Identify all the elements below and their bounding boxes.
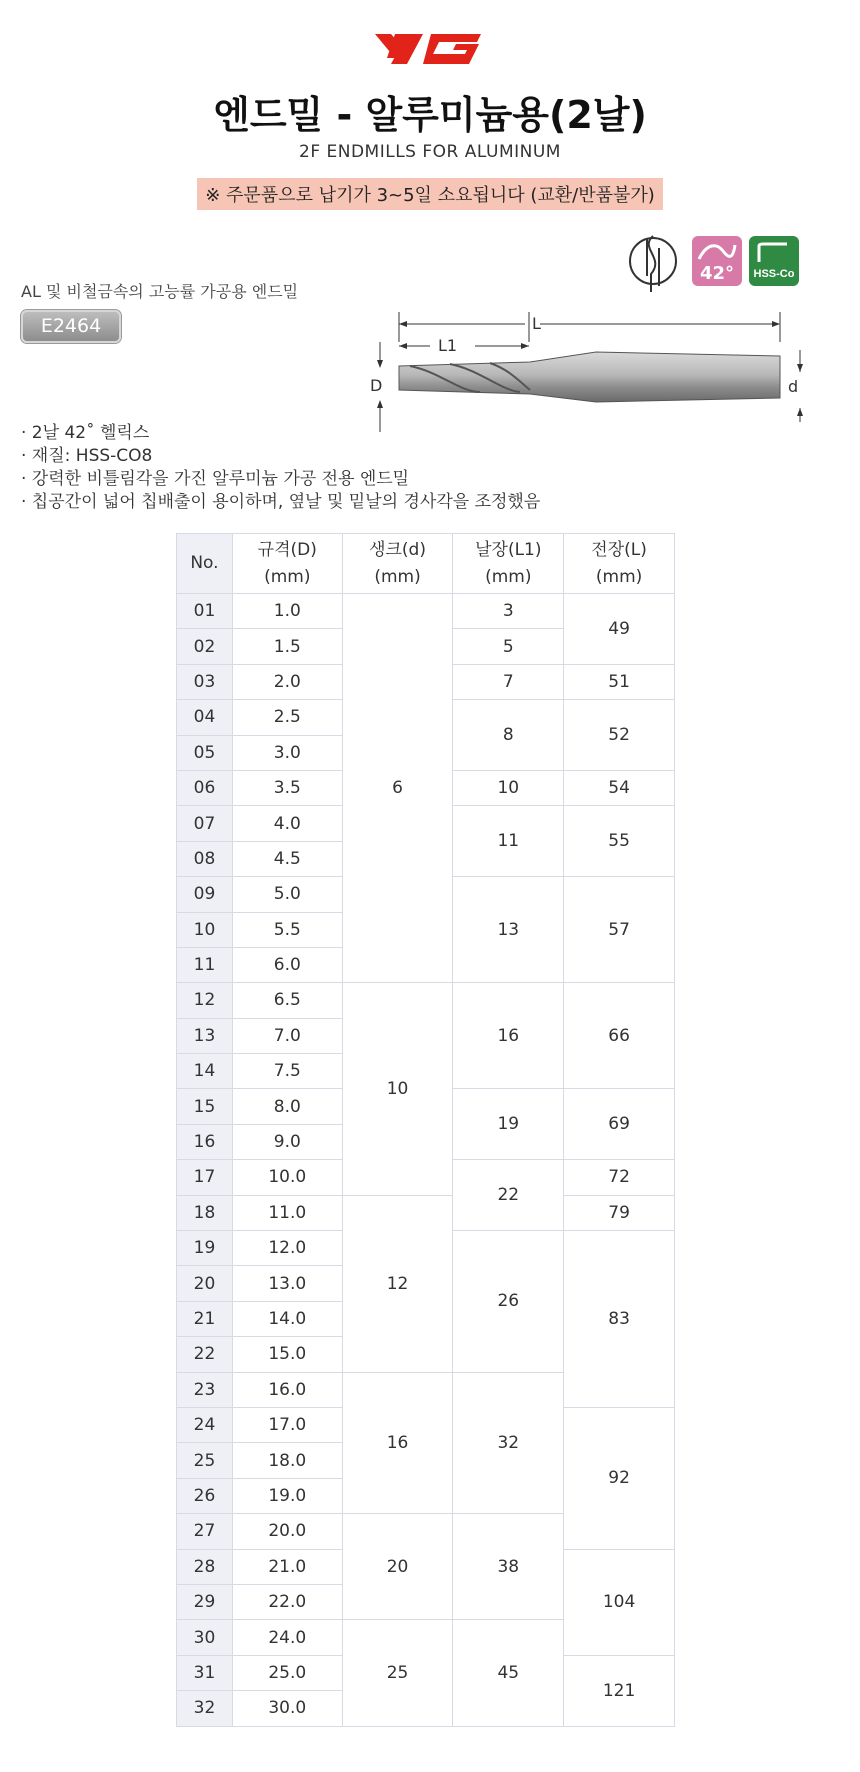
- flute-length-cell: 38: [453, 1514, 564, 1620]
- flute-length-cell: 45: [453, 1620, 564, 1726]
- diameter-cell: 7.0: [232, 1018, 342, 1053]
- shank-label: d: [788, 377, 799, 396]
- row-number: 02: [177, 629, 233, 664]
- flute-length-cell: 11: [453, 806, 564, 877]
- total-length-cell: 55: [564, 806, 675, 877]
- feature-item: · 재질: HSS-CO8: [21, 446, 153, 466]
- row-number: 18: [177, 1195, 233, 1230]
- length-label: L: [532, 314, 541, 333]
- product-code-badge: E2464: [21, 310, 121, 343]
- notice-wrapper: [0, 178, 860, 210]
- shank-cell: 20: [342, 1514, 453, 1620]
- row-number: 14: [177, 1054, 233, 1089]
- row-number: 17: [177, 1160, 233, 1195]
- diameter-cell: 6.5: [232, 983, 342, 1018]
- flute-length-cell: 32: [453, 1372, 564, 1514]
- row-number: 29: [177, 1584, 233, 1619]
- diameter-cell: 18.0: [232, 1443, 342, 1478]
- row-number: 31: [177, 1655, 233, 1690]
- row-number: 22: [177, 1337, 233, 1372]
- row-number: 23: [177, 1372, 233, 1407]
- shank-cell: 6: [342, 594, 453, 983]
- row-number: 08: [177, 841, 233, 876]
- diameter-cell: 4.0: [232, 806, 342, 841]
- diameter-cell: 3.0: [232, 735, 342, 770]
- row-number: 01: [177, 594, 233, 629]
- diameter-cell: 2.5: [232, 700, 342, 735]
- diameter-cell: 8.0: [232, 1089, 342, 1124]
- flute-length-cell: 10: [453, 770, 564, 805]
- row-number: 07: [177, 806, 233, 841]
- diameter-cell: 25.0: [232, 1655, 342, 1690]
- table-row: [177, 1195, 675, 1230]
- page-title: 엔드밀 - 알루미늄용(2날): [213, 93, 647, 137]
- total-length-cell: 54: [564, 770, 675, 805]
- table-row: [177, 594, 675, 629]
- header-flute-length: 날장(L1) (mm): [453, 534, 564, 594]
- row-number: 05: [177, 735, 233, 770]
- header-total-length: 전장(L) (mm): [564, 534, 675, 594]
- row-number: 13: [177, 1018, 233, 1053]
- header-shank: 생크(d) (mm): [342, 534, 453, 594]
- total-length-cell: 52: [564, 700, 675, 771]
- flute-length-cell: 5: [453, 629, 564, 664]
- diameter-cell: 22.0: [232, 1584, 342, 1619]
- shank-cell: 25: [342, 1620, 453, 1726]
- row-number: 20: [177, 1266, 233, 1301]
- endmill-flute-icon: [625, 228, 683, 294]
- diameter-cell: 4.5: [232, 841, 342, 876]
- diameter-cell: 6.0: [232, 947, 342, 982]
- feature-list: [21, 422, 540, 514]
- diameter-cell: 21.0: [232, 1549, 342, 1584]
- hss-co-icon: [749, 236, 799, 286]
- row-number: 15: [177, 1089, 233, 1124]
- row-number: 03: [177, 664, 233, 699]
- diameter-cell: 20.0: [232, 1514, 342, 1549]
- order-notice: ※ 주문품으로 납기가 3~5일 소요됩니다 (교환/반품불가): [197, 178, 663, 210]
- diameter-cell: 10.0: [232, 1160, 342, 1195]
- total-length-cell: 51: [564, 664, 675, 699]
- diameter-cell: 7.5: [232, 1054, 342, 1089]
- diameter-cell: 15.0: [232, 1337, 342, 1372]
- feature-item: · 칩공간이 넓어 칩배출이 용이하며, 옆날 및 밑날의 경사각을 조정했음: [21, 492, 541, 512]
- material-label: HSS-Co: [753, 268, 795, 280]
- diameter-cell: 19.0: [232, 1478, 342, 1513]
- flute-length-cell: 13: [453, 877, 564, 983]
- row-number: 24: [177, 1407, 233, 1442]
- diameter-cell: 1.5: [232, 629, 342, 664]
- row-number: 10: [177, 912, 233, 947]
- diameter-cell: 12.0: [232, 1231, 342, 1266]
- row-number: 32: [177, 1691, 233, 1726]
- row-number: 25: [177, 1443, 233, 1478]
- flute-length-cell: 26: [453, 1231, 564, 1373]
- flute-length-cell: 19: [453, 1089, 564, 1160]
- flute-length-label: L1: [438, 336, 458, 355]
- page-subtitle: 2F ENDMILLS FOR ALUMINUM: [299, 142, 561, 162]
- flute-length-cell: 3: [453, 594, 564, 629]
- helix-angle-label: 42°: [699, 263, 735, 284]
- total-length-cell: 49: [564, 594, 675, 665]
- row-number: 04: [177, 700, 233, 735]
- diameter-cell: 24.0: [232, 1620, 342, 1655]
- diameter-cell: 5.5: [232, 912, 342, 947]
- row-number: 26: [177, 1478, 233, 1513]
- row-number: 30: [177, 1620, 233, 1655]
- row-number: 28: [177, 1549, 233, 1584]
- shank-cell: 12: [342, 1195, 453, 1372]
- total-length-cell: 104: [564, 1549, 675, 1655]
- diameter-cell: 11.0: [232, 1195, 342, 1230]
- total-length-cell: 79: [564, 1195, 675, 1230]
- table-header-row: [177, 534, 675, 594]
- row-number: 09: [177, 877, 233, 912]
- row-number: 11: [177, 947, 233, 982]
- diameter-label: D: [370, 376, 383, 395]
- total-length-cell: 69: [564, 1089, 675, 1160]
- helix-42-icon: [692, 236, 742, 286]
- total-length-cell: 92: [564, 1407, 675, 1549]
- spec-table: [176, 533, 675, 1727]
- feature-item: · 강력한 비틀림각을 가진 알루미늄 가공 전용 엔드밀: [21, 469, 410, 489]
- diameter-cell: 14.0: [232, 1301, 342, 1336]
- flute-length-cell: 7: [453, 664, 564, 699]
- diameter-cell: 9.0: [232, 1124, 342, 1159]
- product-description: AL 및 비철금속의 고능률 가공용 엔드밀: [21, 282, 299, 301]
- flute-length-cell: 22: [453, 1160, 564, 1231]
- total-length-cell: 72: [564, 1160, 675, 1195]
- yg-logo: [373, 28, 485, 70]
- row-number: 27: [177, 1514, 233, 1549]
- diameter-cell: 3.5: [232, 770, 342, 805]
- diameter-cell: 16.0: [232, 1372, 342, 1407]
- flute-length-cell: 16: [453, 983, 564, 1089]
- total-length-cell: 83: [564, 1231, 675, 1408]
- row-number: 21: [177, 1301, 233, 1336]
- row-number: 19: [177, 1231, 233, 1266]
- row-number: 16: [177, 1124, 233, 1159]
- row-number: 12: [177, 983, 233, 1018]
- feature-icons: [625, 228, 805, 294]
- total-length-cell: 121: [564, 1655, 675, 1726]
- shank-cell: 10: [342, 983, 453, 1195]
- row-number: 06: [177, 770, 233, 805]
- header-diameter: 규격(D) (mm): [232, 534, 342, 594]
- diameter-cell: 30.0: [232, 1691, 342, 1726]
- total-length-cell: 66: [564, 983, 675, 1089]
- shank-cell: 16: [342, 1372, 453, 1514]
- spec-table-body: [177, 594, 675, 1727]
- total-length-cell: 57: [564, 877, 675, 983]
- table-row: [177, 983, 675, 1018]
- diameter-cell: 17.0: [232, 1407, 342, 1442]
- flute-length-cell: 8: [453, 700, 564, 771]
- feature-item: · 2날 42˚ 헬릭스: [21, 423, 150, 443]
- diameter-cell: 13.0: [232, 1266, 342, 1301]
- diameter-cell: 1.0: [232, 594, 342, 629]
- diameter-cell: 2.0: [232, 664, 342, 699]
- diameter-cell: 5.0: [232, 877, 342, 912]
- header-no: No.: [177, 534, 233, 594]
